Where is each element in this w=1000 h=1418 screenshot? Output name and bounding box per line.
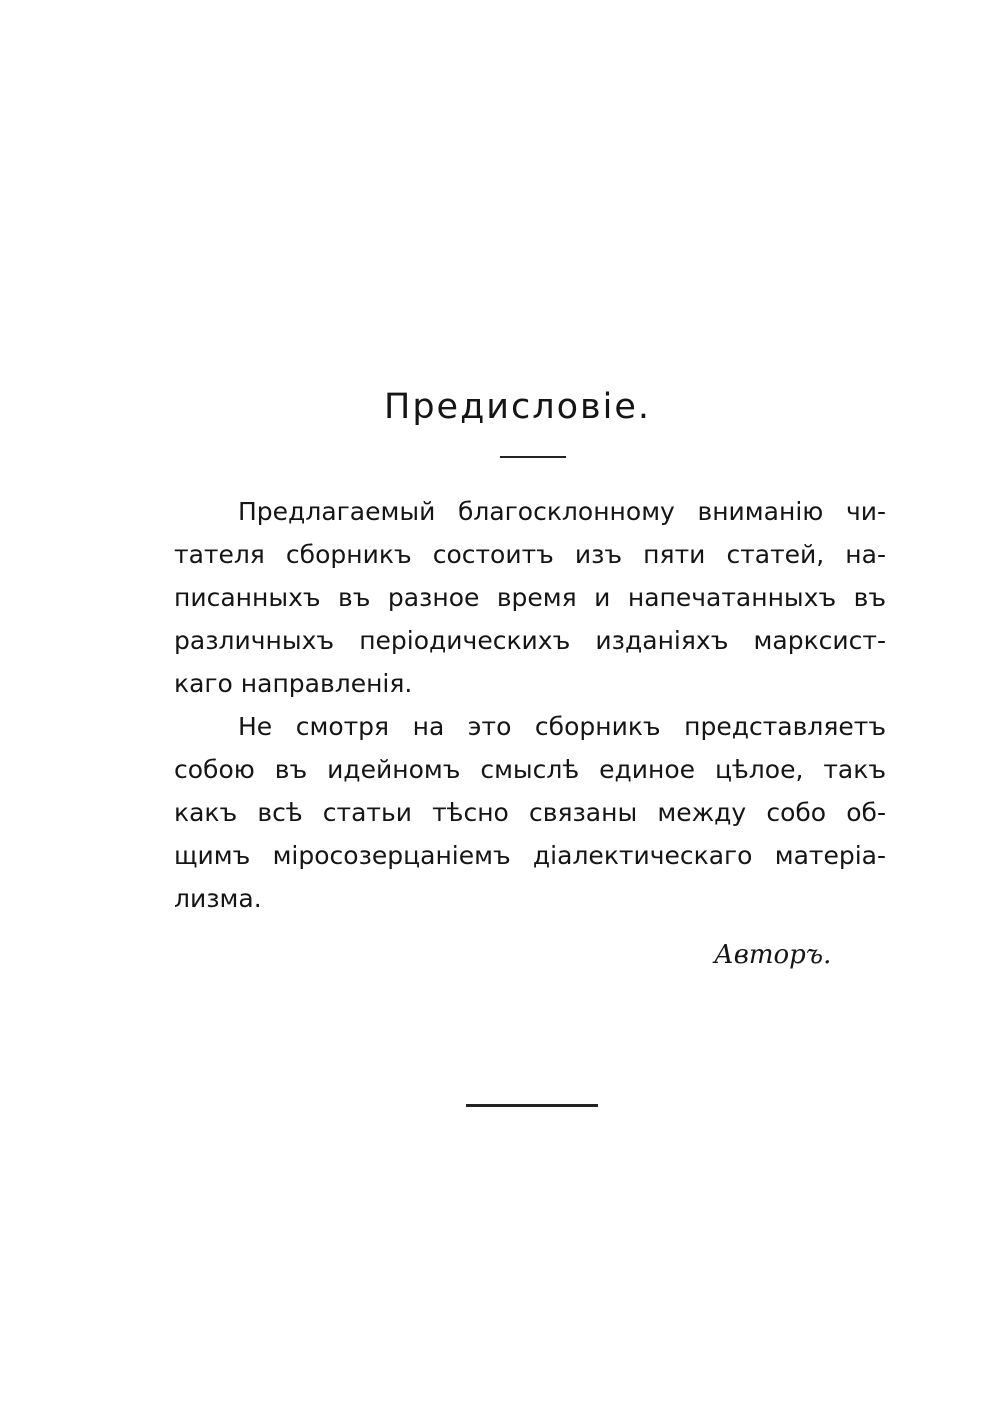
paragraph-2-line-4: щимъ міросозерцаніемъ діалектическаго матеріа-: [174, 841, 886, 870]
page-title: Предисловіе.: [384, 387, 652, 427]
paragraph-1-line-4: различныхъ періодическихъ изданіяхъ марксист-: [174, 626, 886, 655]
paragraph-2-line-5: лизма.: [174, 884, 262, 913]
paragraph-1-line-5: каго направленія.: [174, 669, 413, 698]
paragraph-1-line-2: тателя сборникъ состоитъ изъ пяти статей, на-: [174, 540, 886, 569]
author-signature: Авторъ.: [714, 940, 832, 970]
paragraph-1-line-3: писанныхъ въ разное время и напечатанныхъ въ: [174, 583, 886, 612]
paragraph-2-line-3: какъ всѣ статьи тѣсно связаны между собо об-: [174, 798, 886, 827]
paragraph-2-line-1: Не смотря на это сборникъ представляетъ: [238, 712, 886, 741]
paragraph-1-line-1: Предлагаемый благосклонному вниманію чи-: [238, 497, 886, 526]
title-divider: [500, 456, 566, 458]
end-divider: [466, 1104, 598, 1107]
paragraph-2-line-2: собою въ идейномъ смыслѣ единое цѣлое, такъ: [174, 755, 886, 784]
